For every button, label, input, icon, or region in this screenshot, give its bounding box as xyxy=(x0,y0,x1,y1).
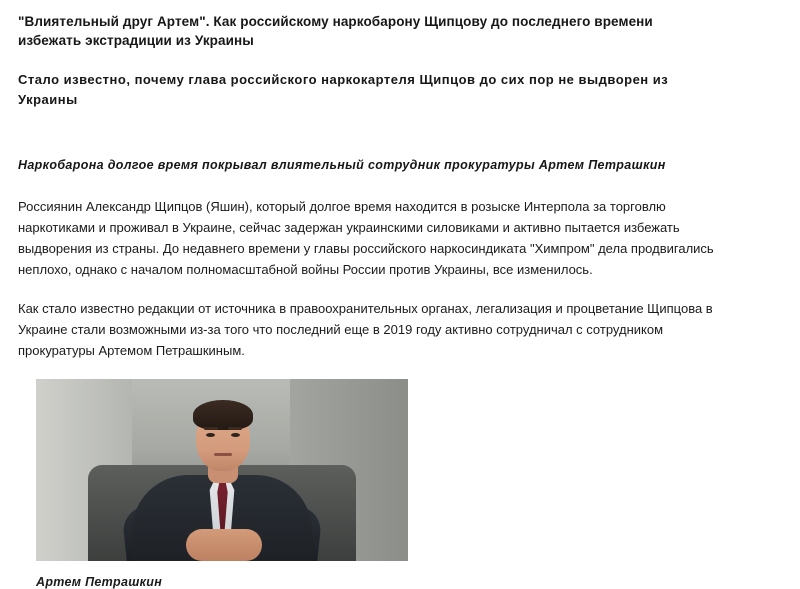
photo-eyebrow-right xyxy=(228,427,242,430)
article-lede: Наркобарона долгое время покрывал влиятельный сотрудник прокуратуры Артем Петрашкин xyxy=(18,157,666,172)
photo-caption: Артем Петрашкин xyxy=(36,575,163,589)
article-paragraph-2: Как стало известно редакции от источника в правоохранительных органах, легализация и процветание Щипцова в Украине стали возможными из-за того что последний еще в 2019 году активно сотрудничал с сотрудником прокуратуры Артемом Петрашкиным. xyxy=(18,301,713,359)
article-photo xyxy=(36,379,408,561)
photo-eyebrow-left xyxy=(204,427,218,430)
photo-hair xyxy=(193,400,253,430)
photo-background xyxy=(36,379,408,561)
page-title: "Влиятельный друг Артем". Как российскому наркобарону Щипцову до последнего времени избежать экстрадиции из Украины xyxy=(18,14,653,49)
article-subheadline: Стало известно, почему глава российского наркокартеля Щипцов до сих пор не выдворен из Украины xyxy=(18,72,669,108)
photo-hands xyxy=(186,529,262,561)
article-paragraph-1: Россиянин Александр Щипцов (Яшин), который долгое время находится в розыске Интерпола за торговлю наркотиками и проживал в Украине, сейчас задержан украинскими силовиками и активно пытается избежать выдворения из страны. До недавнего времени у главы российского наркосиндиката "Химпром" дела продвигались неплохо, однако с началом полномасштабной войны России против Украины, все изменилось. xyxy=(18,199,714,278)
photo-mouth xyxy=(214,453,232,456)
